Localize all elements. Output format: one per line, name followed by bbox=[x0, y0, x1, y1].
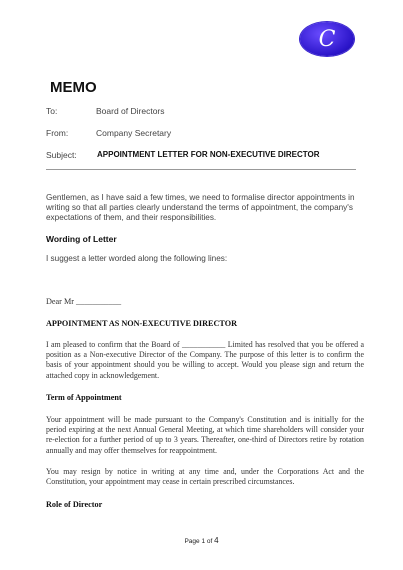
letter-paragraph-2: Your appointment will be made pursuant to the Company's Constitution and is initially for the period expiring at the next Annual General Meeting, at which time shareholders will consider your re-election for a further period of up to 3 years. Thereafter, one-third of Directors retire by rotation annually and may offer themselves for reappointment. bbox=[46, 415, 364, 455]
header-divider bbox=[46, 169, 356, 170]
footer-of-word: of bbox=[206, 538, 213, 545]
footer-page-word: Page bbox=[184, 538, 200, 545]
role-heading: Role of Director bbox=[46, 500, 103, 509]
term-heading: Term of Appointment bbox=[46, 393, 122, 402]
letter-title: APPOINTMENT AS NON-EXECUTIVE DIRECTOR bbox=[46, 319, 237, 328]
letter-paragraph-3: You may resign by notice in writing at any time and, under the Corporations Act and the Constitution, your appointment may cease in certain prescribed circumstances. bbox=[46, 467, 364, 487]
to-label: To: bbox=[46, 106, 58, 116]
wording-text: I suggest a letter worded along the following lines: bbox=[46, 254, 228, 263]
subject-label: Subject: bbox=[46, 150, 77, 160]
footer-page-number: 1 bbox=[201, 538, 206, 545]
letter-paragraph-1: I am pleased to confirm that the Board of ___________ Limited has resolved that you be offered a position as a Non-executive Director of the Company. The purpose of this letter is to confirm the basis of your appointment should you be willing to accept. Would you please sign and return the attached copy in acknowledgement. bbox=[46, 340, 364, 380]
from-value: Company Secretary bbox=[96, 128, 172, 138]
letter-salutation: Dear Mr ___________ bbox=[46, 297, 122, 306]
from-label: From: bbox=[46, 128, 69, 138]
intro-paragraph: Gentlemen, as I have said a few times, we need to formalise director appointments in writing so that all parties clearly understand the terms of appointment, the company's expectations of them, and their responsibilities. bbox=[46, 193, 355, 222]
wording-heading: Wording of Letter bbox=[46, 234, 117, 244]
memo-title: MEMO bbox=[50, 79, 97, 96]
subject-value: APPOINTMENT LETTER FOR NON-EXECUTIVE DIRECTOR bbox=[97, 150, 320, 159]
page-footer bbox=[0, 536, 403, 545]
company-logo bbox=[300, 22, 354, 56]
footer-total-pages: 4 bbox=[214, 536, 219, 545]
logo-glyph: C bbox=[318, 26, 336, 52]
to-value: Board of Directors bbox=[96, 106, 165, 116]
